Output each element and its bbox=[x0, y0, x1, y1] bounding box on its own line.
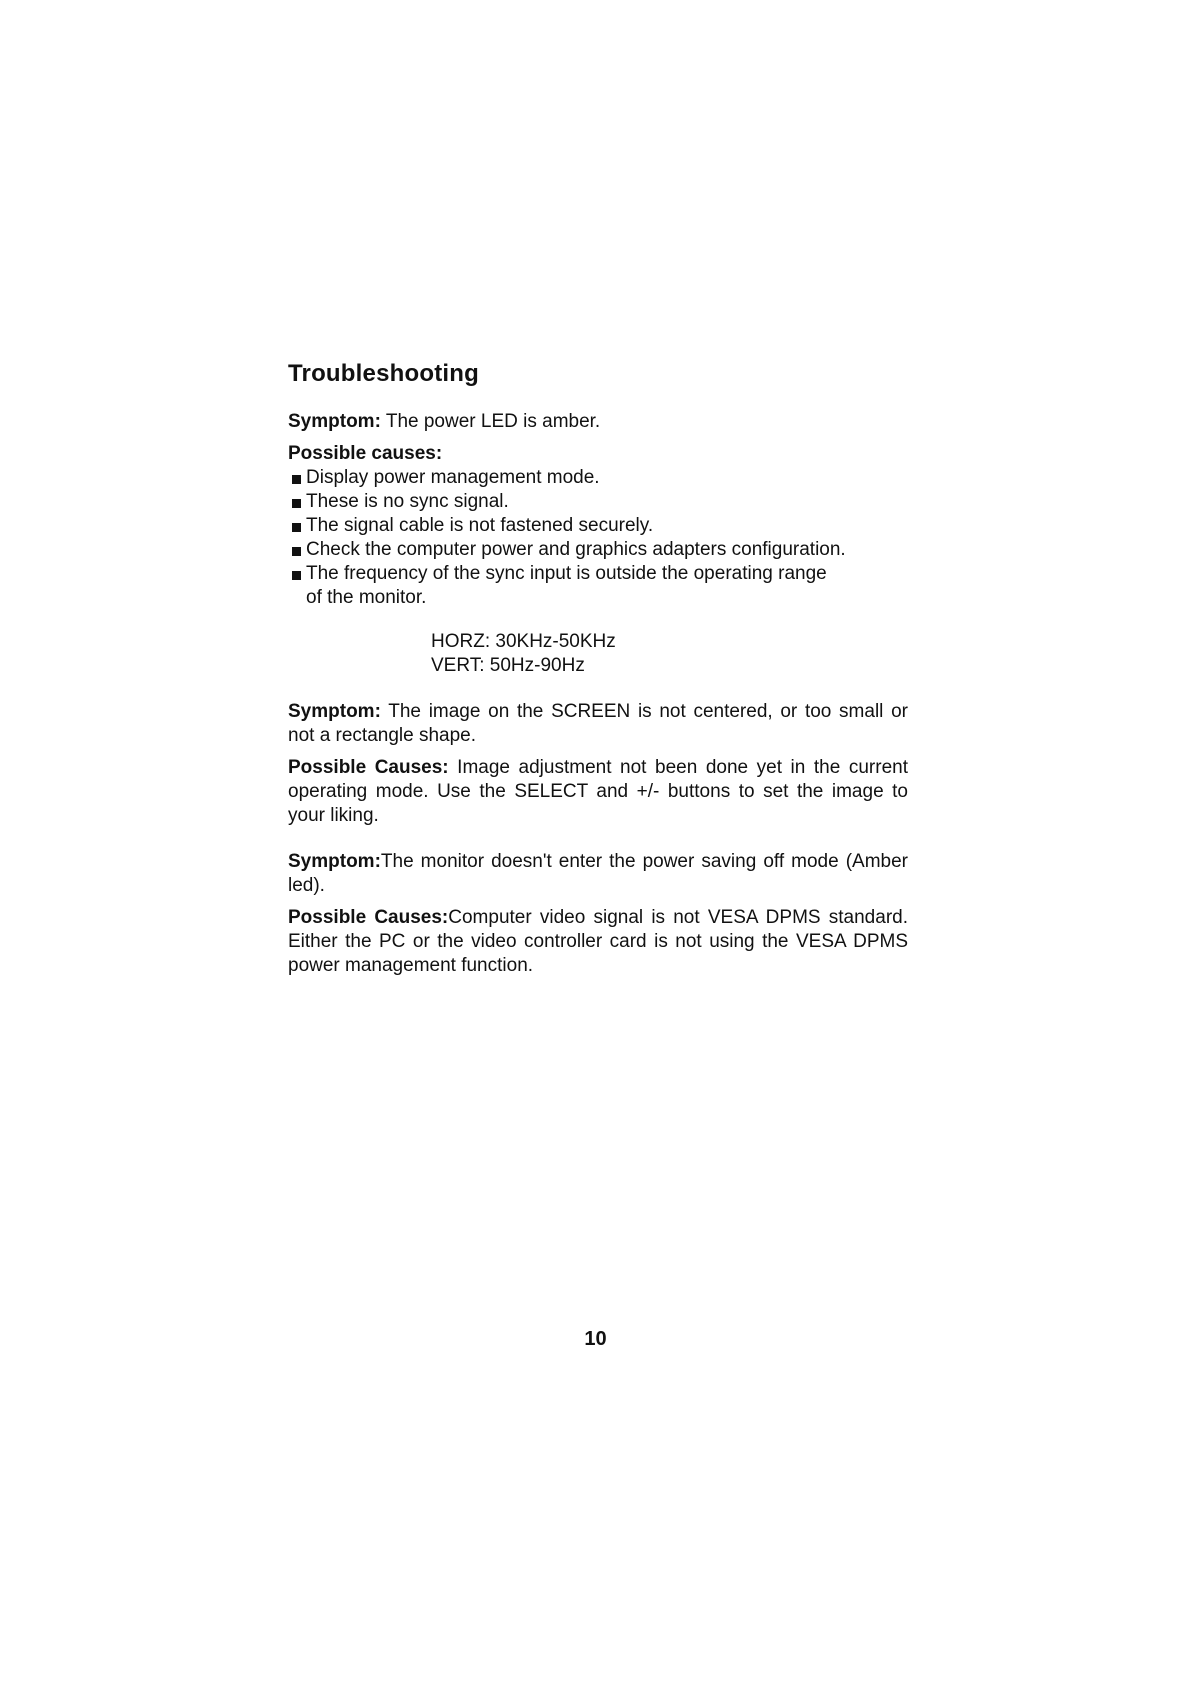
symptom-2-label: Symptom: bbox=[288, 701, 381, 722]
possible-causes-2 bbox=[288, 756, 908, 828]
symptom-1 bbox=[288, 410, 908, 434]
list-item: These is no sync signal. bbox=[288, 490, 908, 514]
document-page bbox=[288, 360, 908, 978]
causes-continuation: of the monitor. bbox=[306, 587, 427, 608]
bullet-square-icon bbox=[292, 475, 301, 484]
symptom-1-text: The power LED is amber. bbox=[380, 411, 601, 432]
troubleshooting-entry-2 bbox=[288, 700, 908, 828]
bullet-square-icon bbox=[292, 547, 301, 556]
symptom-1-label: Symptom: bbox=[288, 411, 381, 432]
symptom-2 bbox=[288, 700, 908, 748]
causes-list-1 bbox=[288, 466, 908, 586]
list-item: The frequency of the sync input is outside the operating range bbox=[288, 562, 908, 586]
symptom-3 bbox=[288, 850, 908, 898]
frequency-range bbox=[431, 630, 908, 678]
list-item: Display power management mode. bbox=[288, 466, 908, 490]
possible-causes-3-label: Possible Causes: bbox=[288, 907, 449, 928]
symptom-2-text: The image on the SCREEN is not centered, or too small or not a rectangle shape. bbox=[288, 701, 908, 746]
possible-causes-3 bbox=[288, 906, 908, 978]
bullet-square-icon bbox=[292, 523, 301, 532]
possible-causes-2-label: Possible Causes: bbox=[288, 757, 449, 778]
list-item: Check the computer power and graphics adapters configuration. bbox=[288, 538, 908, 562]
possible-causes-2-text: Image adjustment not been done yet in the current operating mode. Use the SELECT and +/- buttons to set the image to your liking. bbox=[288, 757, 908, 826]
symptom-3-text: The monitor doesn't enter the power saving off mode (Amber led). bbox=[288, 851, 908, 896]
troubleshooting-entry-3 bbox=[288, 850, 908, 978]
bullet-square-icon bbox=[292, 571, 301, 580]
symptom-3-label: Symptom: bbox=[288, 851, 381, 872]
possible-causes-3-text: Computer video signal is not VESA DPMS standard. Either the PC or the video controller card is not using the VESA DPMS power management function. bbox=[288, 907, 908, 976]
page-title: Troubleshooting bbox=[288, 360, 479, 387]
possible-causes-1-label: Possible causes: bbox=[288, 443, 443, 464]
list-item: The signal cable is not fastened securely. bbox=[288, 514, 908, 538]
horz-frequency: HORZ: 30KHz-50KHz bbox=[431, 631, 616, 652]
vert-frequency: VERT: 50Hz-90Hz bbox=[431, 655, 585, 676]
page-number: 10 bbox=[584, 1328, 607, 1350]
bullet-square-icon bbox=[292, 499, 301, 508]
